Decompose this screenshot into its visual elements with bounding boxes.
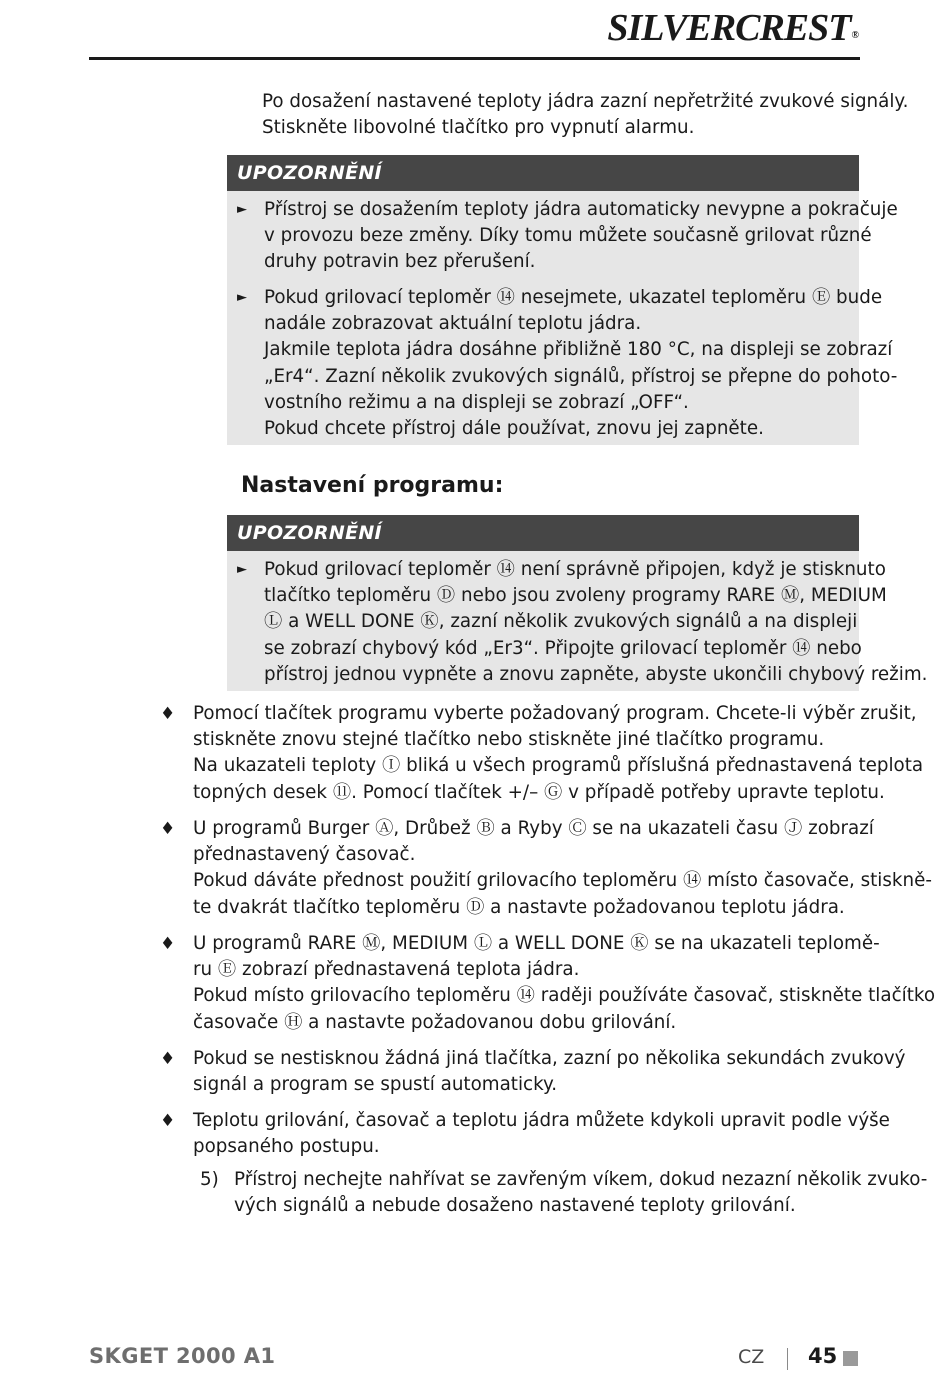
trademark-mark: ® (851, 30, 858, 41)
notice-header: UPOZORNĚNÍ (227, 515, 859, 551)
diamond-bullet-icon: ♦ (160, 1049, 176, 1069)
diamond-bullet-icon: ♦ (160, 1111, 176, 1131)
step-number: 5) (200, 1169, 219, 1190)
intro-paragraph (262, 89, 908, 141)
list-item: Teplotu grilování, časovač a teplotu jádra můžete kdykoli upravit podle výše popsaného postupu. (193, 1110, 890, 1158)
page-number: 45 (808, 1344, 838, 1368)
arrow-bullet-icon: ► (237, 290, 247, 305)
list-item: Pomocí tlačítek programu vyberte požadovaný program. Chcete-li výběr zrušit, stiskněte znovu stejné tlačítko nebo stiskněte jiné tlačítko programu. Na ukazateli teploty Ⓘ bliká u všech programů příslušná přednastavená teplota topných desek ⑪. Pomocí tlačítek +/– Ⓖ v případě potřeby upravte teplotu. (193, 703, 924, 803)
header-rule (89, 57, 860, 60)
diamond-bullet-icon: ♦ (160, 819, 176, 839)
page-square-icon (843, 1351, 858, 1366)
notice-item: Pokud grilovací teploměr ⑭ nesejmete, ukazatel teploměru Ⓔ bude nadále zobrazovat aktuální teplotu jádra. Jakmile teplota jádra dosáhne přibližně 180 °C, na displeji se zobrazí „Er4“. Zazní několik zvukových signálů, přístroj se přepne do pohoto- vostního režimu a na displeji se zobrazí „OFF“. Pokud chcete přístroj dále používat, znovu jej zapněte. (264, 287, 898, 440)
intro-line: Po dosažení nastavené teploty jádra zazní nepřetržité zvukové signály. (262, 91, 909, 112)
footer-language: CZ (738, 1346, 765, 1368)
list-item: U programů RARE Ⓜ, MEDIUM Ⓛ a WELL DONE Ⓚ se na ukazateli teplomě- ru Ⓔ zobrazí přednastavená teplota jádra. Pokud místo grilovacího teploměru ⑭ raději používáte časovač, stiskněte tlačítko časovače Ⓗ a nastavte požadovanou dobu grilování. (193, 933, 936, 1033)
intro-line: Stiskněte libovolné tlačítko pro vypnutí alarmu. (262, 117, 695, 139)
arrow-bullet-icon: ► (237, 562, 247, 577)
section-title: Nastavení programu: (241, 473, 504, 498)
brand-logo (607, 6, 858, 50)
list-item: Pokud se nestisknou žádná jiná tlačítka, zazní po několika sekundách zvukový signál a program se spustí automaticky. (193, 1048, 906, 1096)
step-text: Přístroj nechejte nahřívat se zavřeným víkem, dokud nezazní několik zvuko- vých signálů a nebude dosaženo nastavené teploty grilování. (234, 1169, 928, 1217)
brand-name: SILVERCREST (607, 7, 851, 49)
arrow-bullet-icon: ► (237, 202, 247, 217)
diamond-bullet-icon: ♦ (160, 934, 176, 954)
footer-divider (787, 1348, 788, 1370)
notice-header: UPOZORNĚNÍ (227, 155, 859, 191)
footer-model: SKGET 2000 A1 (89, 1344, 276, 1368)
notice-item: Pokud grilovací teploměr ⑭ není správně připojen, když je stisknuto tlačítko teploměru Ⓓ nebo jsou zvoleny programy RARE Ⓜ, MEDIUM Ⓛ a WELL DONE Ⓚ, zazní několik zvukových signálů a na displeji se zobrazí chybový kód „Er3“. Připojte grilovací teploměr ⑭ nebo přístroj jednou vypněte a znovu zapněte, abyste ukončili chybový režim. (264, 559, 928, 685)
notice-item: Přístroj se dosažením teploty jádra automaticky nevypne a pokračuje v provozu beze změny. Díky tomu můžete současně grilovat různé druhy potravin bez přerušení. (264, 199, 898, 273)
list-item: U programů Burger Ⓐ, Drůbež Ⓑ a Ryby Ⓒ se na ukazateli času Ⓙ zobrazí přednastavený časovač. Pokud dáváte přednost použití grilovacího teploměru ⑭ místo časovače, stiskně- te dvakrát tlačítko teploměru Ⓓ a nastavte požadovanou teplotu jádra. (193, 818, 932, 918)
diamond-bullet-icon: ♦ (160, 704, 176, 724)
